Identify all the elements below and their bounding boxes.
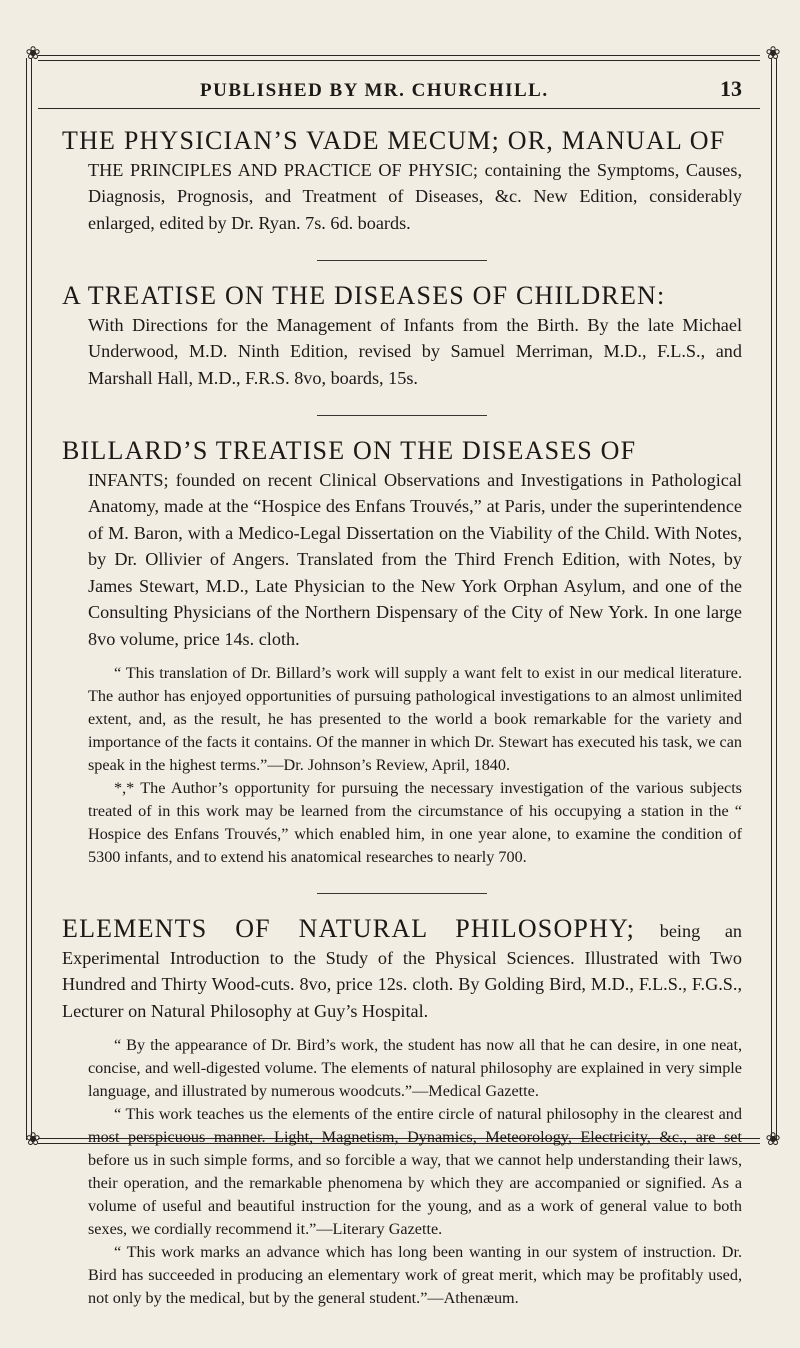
catalogue-entry [62, 438, 742, 869]
review-quote: “ By the appearance of Dr. Bird’s work, the student has now all that he can desire, in one neat, concise, and well-digested volume. The elements of natural philosophy are explained in very simple language, and illustrated by numerous woodcuts.”—Medical Gazette. [88, 1036, 742, 1100]
section-divider [317, 260, 487, 261]
border-top-rule [38, 55, 760, 61]
entry-title: BILLARD’S TREATISE ON THE DISEASES OF [62, 436, 637, 465]
section-divider [317, 415, 487, 416]
running-head: PUBLISHED BY MR. CHURCHILL. [200, 80, 549, 101]
corner-ornament-icon: ❀ [765, 43, 781, 63]
page-number: 13 [720, 76, 742, 101]
corner-ornament-icon: ❀ [25, 1129, 41, 1149]
entry-title: ELEMENTS OF NATURAL PHILOSOPHY; [62, 914, 636, 943]
border-right-rule [771, 58, 777, 1140]
entry-lead [62, 283, 742, 391]
entry-title: A TREATISE ON THE DISEASES OF CHILDREN: [62, 281, 666, 310]
review-quote: “ This work teaches us the elements of the entire circle of natural philosophy in the clearest and most perspicuous manner. Light, Magnetism, Dynamics, Meteorology, Electricity, &c., are set before us in such simple forms, and so forcible a way, that we cannot help understanding their laws, their operation, and the remarkable phenomena by which they are accompanied or signified. As a volume of useful and beautiful instruction for the young, and as a work of general value to both sexes, we cordially recommend it.”—Literary Gazette. [88, 1105, 742, 1238]
border-left-rule [26, 58, 32, 1140]
entry-lead [62, 438, 742, 652]
header-rule [38, 108, 760, 109]
entry-title-continuation: being an Experimental Introduction to the Study of the Physical Sciences. Illustrated with Two Hundred and Thirty Wood-cuts. 8vo, price 12s. cloth. By Golding Bird, M.D., F.L.S., F.G.S., Lecturer on Natural Philosophy at Guy’s Hospital. [62, 921, 742, 1021]
entry-body: INFANTS; founded on recent Clinical Observations and Investigations in Pathological Anatomy, made at the “Hospice des Enfans Trouvés,” at Paris, under the superintendence of M. Baron, with a Medico-Legal Dissertation on the Viability of the Child. With Notes, by Dr. Ollivier of Angers. Translated from the Third French Edition, with Notes, by James Stewart, M.D., Late Physician to the New York Orphan Asylum, and one of the Consulting Physicians of the Northern Dispensary of the City of New York. In one large 8vo volume, price 14s. cloth. [88, 469, 742, 649]
entry-lead [62, 128, 742, 236]
section-divider [317, 893, 487, 894]
entry-title: THE PHYSICIAN’S VADE MECUM; OR, MANUAL OF [62, 126, 726, 155]
entry-body: THE PRINCIPLES AND PRACTICE OF PHYSIC; containing the Symptoms, Causes, Diagnosis, Prognosis, and Treatment of Diseases, &c. New Edition, considerably enlarged, edited by Dr. Ryan. 7s. 6d. boards. [88, 159, 742, 233]
review-quote: “ This translation of Dr. Billard’s work will supply a want felt to exist in our medical literature. The author has enjoyed opportunities of pursuing pathological investigations to an almost unlimited extent, and, as the result, he has presented to the world a book remarkable for the variety and importance of the facts it contains. Of the manner in which Dr. Stewart has executed his task, we can speak in the highest terms.”—Dr. Johnson’s Review, April, 1840. [88, 664, 742, 774]
page-content [62, 128, 742, 1310]
entry-body: With Directions for the Management of Infants from the Birth. By the late Michael Underwood, M.D. Ninth Edition, revised by Samuel Merriman, M.D., F.L.S., and Marshall Hall, M.D., F.R.S. 8vo, boards, 15s. [88, 314, 742, 388]
catalogue-entry [62, 283, 742, 391]
corner-ornament-icon: ❀ [25, 43, 41, 63]
review-quote: “ This work marks an advance which has long been wanting in our system of instruction. Dr. Bird has succeeded in producing an elementary work of great merit, which may be profitably used, not only by the medical, but by the general student.”—Athenæum. [88, 1243, 742, 1307]
author-note: *,* The Author’s opportunity for pursuing the necessary investigation of the various subjects treated of in this work may be learned from the circumstance of his occupying a station in the “ Hospice des Enfans Trouvés,” which enabled him, in one year alone, to examine the condition of 5300 infants, and to extend his anatomical researches to nearly 700. [88, 779, 742, 866]
corner-ornament-icon: ❀ [765, 1129, 781, 1149]
entry-lead [62, 916, 742, 1024]
catalogue-entry [62, 916, 742, 1310]
catalogue-entry [62, 128, 742, 236]
